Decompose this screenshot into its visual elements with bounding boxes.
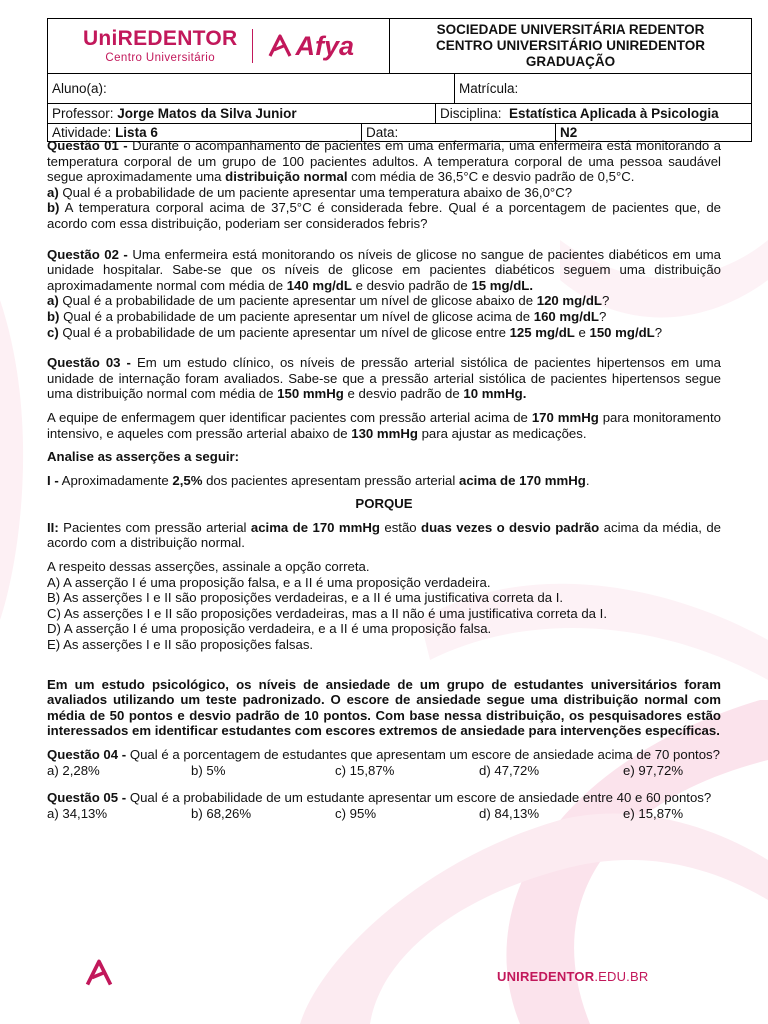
question-05	[47, 790, 721, 806]
aluno-field[interactable]	[48, 74, 454, 103]
q2-c-bold2: 150 mg/dL	[589, 324, 655, 340]
q2-title: Questão 02 -	[47, 246, 128, 262]
questions-content	[47, 138, 721, 821]
q1-text-b: com média de 36,5°C e desvio padrão de 0,5°C.	[347, 169, 635, 185]
q5-option: e) 15,87%	[623, 805, 684, 821]
q3-respeito: A respeito dessas asserções, assinale a opção correta.	[47, 559, 370, 575]
q5-option: d) 84,13%	[479, 805, 540, 821]
atividade-label: Atividade:	[52, 125, 112, 140]
q3-ii-bold1: acima de 170 mmHg	[250, 519, 380, 535]
q2-b-bold: 160 mg/dL	[533, 308, 599, 324]
footer-site-brand: UNIREDENTOR	[497, 969, 595, 984]
q3-i-label: I -	[47, 472, 59, 488]
q3-ii-bold2: duas vezes o desvio padrão	[421, 519, 600, 535]
uniredentor-logo	[83, 28, 238, 65]
q3-option-c: C) As asserções I e II são proposições verdadeiras, mas a II não é uma justificativa correta da I.	[47, 605, 607, 621]
q3-p2-bold1: 170 mmHg	[531, 409, 599, 425]
q3-i-text-a: Aproximadamente	[58, 472, 173, 488]
footer-afya-mark	[84, 958, 114, 993]
question-03	[47, 355, 721, 402]
q3-bold-sd: 10 mmHg.	[463, 386, 527, 402]
q1-item-b	[47, 200, 721, 231]
q3-ii-text-a: Pacientes com pressão arterial	[58, 519, 251, 535]
q4-option: a) 2,28%	[47, 762, 100, 778]
q2-c-text: Qual é a probabilidade de um paciente apresentar um nível de glicose entre	[58, 324, 510, 340]
q1-bold-dist: distribuição normal	[225, 169, 348, 185]
atividade-value: Lista 6	[115, 125, 158, 140]
professor-value: Jorge Matos da Silva Junior	[117, 106, 297, 121]
q3-p2-b: para monitoramento intensivo, e aqueles com pressão arterial abaixo de	[47, 409, 721, 441]
afya-footer-icon	[84, 958, 114, 988]
q2-b-label: b)	[47, 308, 60, 324]
q1-title: Questão 01 -	[47, 138, 128, 153]
q3-ii-label: II:	[47, 519, 59, 535]
q2-text-b: e desvio padrão de	[351, 277, 472, 293]
q2-c-mid: e	[574, 324, 590, 340]
q3-i-text-b: dos pacientes apresentam pressão arterial	[202, 472, 459, 488]
afya-mark-icon	[267, 33, 293, 59]
q3-option-b: B) As asserções I e II são proposições verdadeiras, e a II é uma justificativa correta da I.	[47, 590, 564, 606]
q3-i-end: .	[585, 472, 590, 488]
q2-a-bold: 120 mg/dL	[536, 293, 602, 309]
nota-value: N2	[560, 125, 578, 140]
q4-option: c) 15,87%	[335, 762, 395, 778]
q2-bold-mean: 140 mg/dL	[286, 277, 352, 293]
q3-p2-c: para ajustar as medicações.	[417, 425, 587, 441]
q4-option: e) 97,72%	[623, 762, 684, 778]
q3-option-d: D) A asserção I é uma proposição verdadeira, e a II é uma proposição falsa.	[47, 621, 492, 637]
q3-ii-text-c: acima da média, de acordo com a distribuição normal.	[47, 519, 721, 551]
disciplina-value: Estatística Aplicada à Psicologia	[509, 106, 719, 121]
q2-a-text: Qual é a probabilidade de um paciente apresentar um nível de glicose abaixo de	[58, 293, 537, 309]
q2-item-c	[47, 325, 721, 341]
logo-brand-text: UniREDENTOR	[82, 26, 238, 50]
q2-b-end: ?	[599, 308, 607, 324]
q3-assertion-i	[47, 473, 721, 489]
professor-field	[48, 104, 435, 123]
q3-title: Questão 03 -	[47, 355, 131, 371]
question-04	[47, 747, 721, 763]
matricula-field[interactable]	[454, 74, 751, 103]
footer-site-domain: .EDU.BR	[594, 969, 649, 984]
footer-website	[497, 969, 648, 984]
q1-b-text: A temperatura corporal acima de 37,5°C é considerada febre. Qual é a porcentagem de pacientes que, de acordo com essa distribuição, poderiam ser considerados febris?	[47, 200, 721, 231]
q3-analise-text: Analise as asserções a seguir:	[47, 449, 240, 465]
q2-c-label: c)	[47, 324, 59, 340]
q1-text-a: Durante o acompanhamento de pacientes em uma enfermaria, uma enfermeira está monitorando a temperatura corporal de um grupo de 100 pacientes adultos. A temperatura corporal de uma pessoa saudável segue aproximadamente uma	[47, 138, 721, 185]
afya-logo	[267, 31, 355, 62]
q3-assertion-ii	[47, 520, 721, 551]
q3-porque: PORQUE	[355, 496, 413, 512]
disciplina-field	[435, 104, 751, 123]
q3-i-bold2: acima de 170 mmHg	[459, 472, 586, 488]
q3-option-a: A) A asserção I é uma proposição falsa, e a II é uma proposição verdadeira.	[47, 574, 491, 590]
q2-a-label: a)	[47, 293, 59, 309]
professor-label: Professor:	[52, 106, 114, 121]
q3-text-b: e desvio padrão de	[343, 386, 464, 402]
q5-option: c) 95%	[335, 805, 377, 821]
q3-paragraph-2	[47, 410, 721, 441]
institution-line-1: SOCIEDADE UNIVERSITÁRIA REDENTOR	[436, 22, 705, 37]
q2-bold-sd: 15 mg/dL.	[471, 277, 533, 293]
question-02	[47, 247, 721, 294]
q2-text-a: Uma enfermeira está monitorando os níveis de glicose no sangue de pacientes diabéticos em uma unidade hospitalar. Sabe-se que os níveis de glicose em pacientes diabéticos seguem uma distribuição aproximadamente normal com média de	[47, 246, 721, 293]
q2-c-bold1: 125 mg/dL	[509, 324, 575, 340]
q3-text-a: Em um estudo clínico, os níveis de pressão arterial sistólica de pacientes hipertensos em uma unidade de internação foram avaliados. Sabe-se que a pressão arterial sistólica de pacientes hipertensos segue uma distribuição normal com média de	[47, 355, 721, 402]
institution-line-2: CENTRO UNIVERSITÁRIO UNIREDENTOR	[435, 38, 706, 53]
header-table	[47, 18, 752, 142]
q5-options	[47, 806, 721, 822]
q3-ii-text-b: estão	[379, 519, 422, 535]
q1-a-label: a)	[47, 184, 59, 200]
q5-option: a) 34,13%	[47, 805, 108, 821]
institution-info	[389, 19, 751, 73]
matricula-label: Matrícula:	[459, 81, 519, 96]
q4-option: d) 47,72%	[479, 762, 540, 778]
q3-bold-mean: 150 mmHg	[277, 386, 344, 402]
data-label: Data:	[366, 125, 399, 140]
afya-logo-text: Afya	[295, 30, 355, 61]
aluno-label: Aluno(a):	[52, 81, 107, 96]
institution-line-3: GRADUAÇÃO	[525, 54, 616, 69]
q2-c-end: ?	[654, 324, 663, 340]
intro-q4-q5: Em um estudo psicológico, os níveis de ansiedade de um grupo de estudantes universitários foram avaliados utilizando um teste padronizado. O escore de ansiedade segue uma distribuição normal com média de 50 pontos e desvio padrão de 10 pontos. Com base nessa distribuição, os pesquisadores estão interessados em identificar estudantes com escores extremos de ansiedade para intervenções específicas.	[47, 676, 721, 739]
q3-p2-a: A equipe de enfermagem quer identificar pacientes com pressão arterial acima de	[47, 409, 532, 425]
disciplina-label: Disciplina:	[440, 106, 502, 121]
q4-title: Questão 04 -	[47, 747, 127, 762]
q4-option: b) 5%	[191, 762, 226, 778]
q3-option-e: E) As asserções I e II são proposições falsas.	[47, 637, 314, 653]
q5-option: b) 68,26%	[191, 805, 252, 821]
q1-a-text: Qual é a probabilidade de um paciente apresentar uma temperatura abaixo de 36,0°C?	[58, 184, 573, 200]
q4-text: Qual é a porcentagem de estudantes que apresentam um escore de ansiedade acima de 70 pontos?	[126, 747, 720, 762]
logo-area	[48, 19, 389, 73]
q3-analise	[47, 449, 721, 465]
logo-separator	[252, 29, 253, 63]
q1-item-a	[47, 185, 721, 201]
q3-p2-bold2: 130 mmHg	[351, 425, 418, 441]
q5-text: Qual é a probabilidade de um estudante apresentar um escore de ansiedade entre 40 e 60 pontos?	[126, 790, 712, 806]
q1-b-label: b)	[47, 200, 60, 216]
q5-title: Questão 05 -	[47, 790, 127, 806]
q2-b-text: Qual é a probabilidade de um paciente apresentar um nível de glicose acima de	[59, 308, 534, 324]
q4-options	[47, 763, 721, 779]
q3-i-bold1: 2,5%	[172, 472, 203, 488]
q2-item-b	[47, 309, 721, 325]
logo-sub-text: Centro Universitário	[105, 51, 216, 64]
q2-a-end: ?	[601, 293, 610, 309]
q2-item-a	[47, 293, 721, 309]
question-01	[47, 138, 721, 185]
